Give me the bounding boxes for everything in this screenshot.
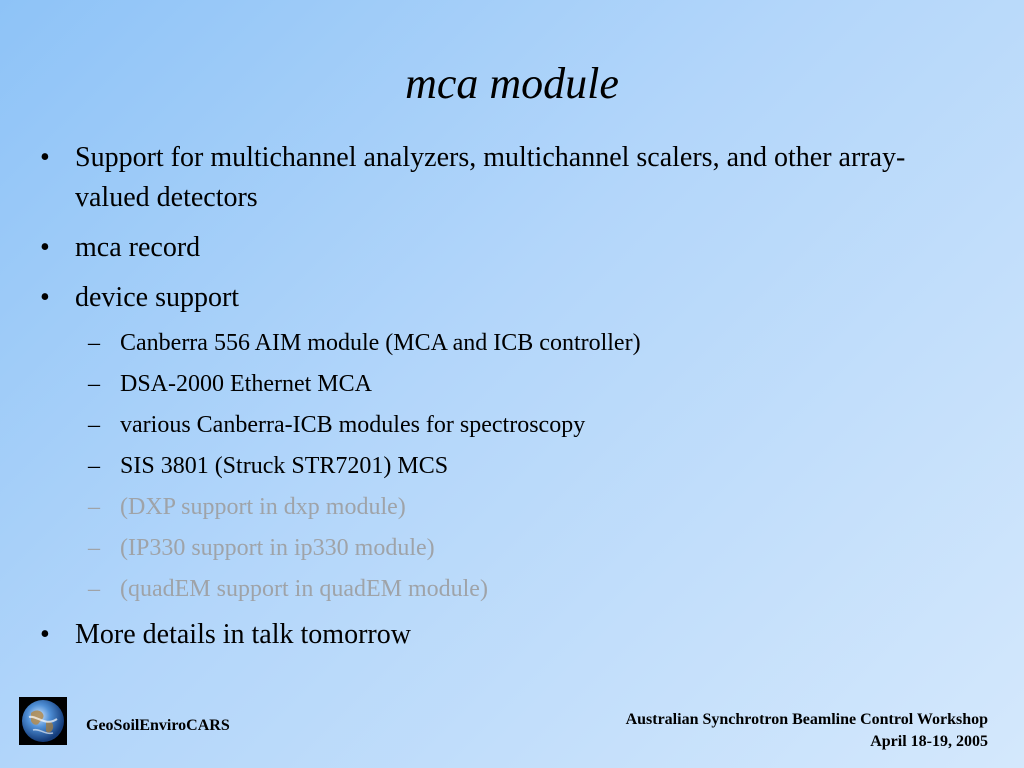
bullet-text: device support: [75, 282, 240, 313]
sub-bullet-item: [40, 328, 940, 358]
sub-bullet-marker: –: [88, 453, 100, 479]
sub-bullet-text: (quadEM support in quadEM module): [120, 576, 488, 602]
bullet-marker: •: [40, 142, 50, 173]
event-date: April 18-19, 2005: [870, 733, 988, 750]
sub-bullet-item-dimmed: [40, 533, 940, 563]
bullet-marker: •: [40, 619, 50, 650]
sub-bullet-marker: –: [88, 330, 100, 356]
bullet-text: Support for multichannel analyzers, multichannel scalers, and other array-valued detectors: [75, 142, 906, 213]
sub-bullet-marker: –: [88, 412, 100, 438]
bullet-marker: •: [40, 232, 50, 263]
sub-bullet-item: [40, 369, 940, 399]
sub-bullet-marker: –: [88, 494, 100, 520]
device-support-sublist: [40, 328, 940, 604]
sub-bullet-item-dimmed: [40, 492, 940, 522]
sub-bullet-marker: –: [88, 371, 100, 397]
event-title: Australian Synchrotron Beamline Control Workshop: [625, 711, 988, 728]
bullet-text: More details in talk tomorrow: [75, 619, 411, 650]
slide-content: [40, 138, 940, 665]
sub-bullet-item-dimmed: [40, 574, 940, 604]
sub-bullet-text: Canberra 556 AIM module (MCA and ICB controller): [120, 330, 641, 356]
sub-bullet-text: various Canberra-ICB modules for spectroscopy: [120, 412, 586, 438]
slide-title: mca module: [405, 59, 619, 108]
bullet-item: [40, 228, 940, 268]
bullet-item: [40, 278, 940, 318]
bullet-item: [40, 138, 940, 218]
sub-bullet-item: [40, 410, 940, 440]
sub-bullet-text: (IP330 support in ip330 module): [120, 535, 435, 561]
sub-bullet-text: (DXP support in dxp module): [120, 494, 406, 520]
earth-globe-icon: [19, 697, 67, 745]
sub-bullet-marker: –: [88, 535, 100, 561]
bullet-text: mca record: [75, 232, 201, 263]
sub-bullet-item: [40, 451, 940, 481]
bullet-item: [40, 615, 940, 655]
event-info: [626, 709, 988, 753]
sub-bullet-text: DSA-2000 Ethernet MCA: [120, 371, 372, 397]
sub-bullet-text: SIS 3801 (Struck STR7201) MCS: [120, 453, 449, 479]
bullet-marker: •: [40, 282, 50, 313]
sub-bullet-marker: –: [88, 576, 100, 602]
organization-name: GeoSoilEnviroCARS: [86, 717, 230, 734]
